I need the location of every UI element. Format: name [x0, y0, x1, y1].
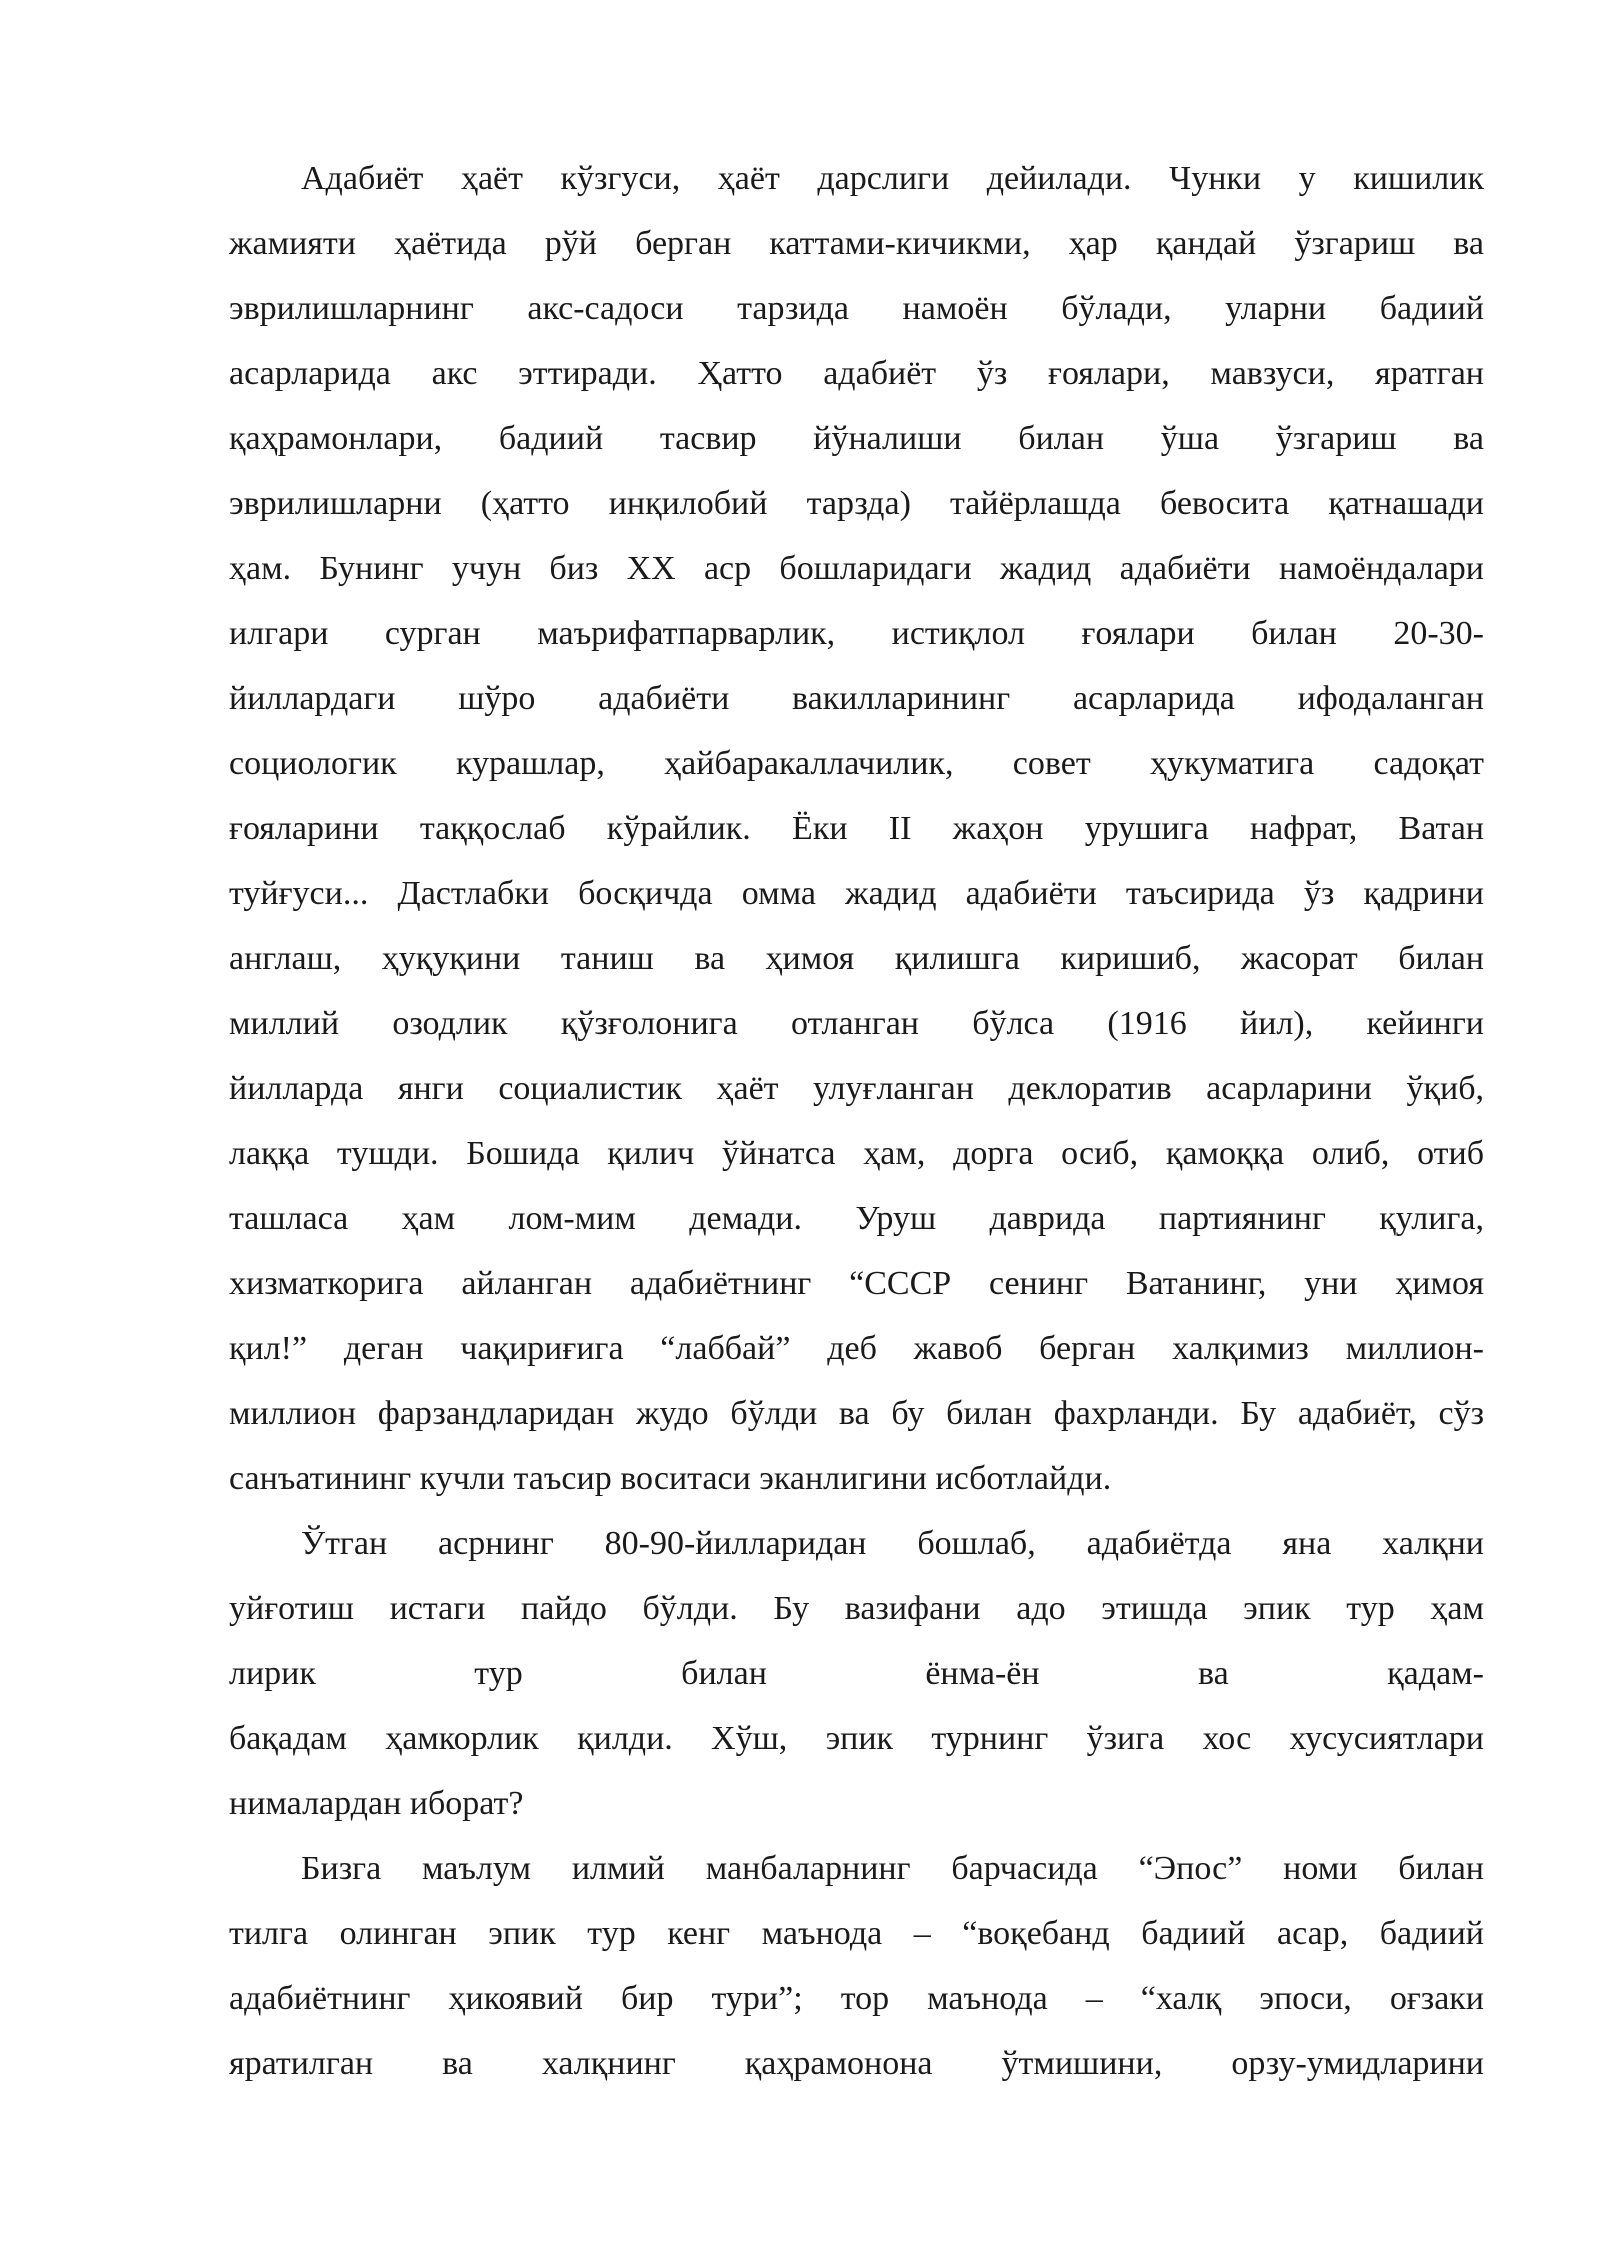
text-line: Адабиёт ҳаёт кўзгуси, ҳаёт дарслиги дейилади. Чунки у кишилик: [301, 160, 1484, 197]
text-line: бақадам ҳамкорлик қилди. Хўш, эпик турнинг ўзига хос хусусиятлари: [229, 1720, 1484, 1757]
text-line: йилларда янги социалистик ҳаёт улуғланган деклоратив асарларини ўқиб,: [229, 1070, 1484, 1107]
text-line: илгари сурган маърифатпарварлик, истиқлол ғоялари билан 20-30-: [229, 615, 1484, 652]
text-line: лаққа тушди. Бошида қилич ўйнатса ҳам, дорга осиб, қамоққа олиб, отиб: [229, 1135, 1484, 1172]
text-line: туйғуси... Дастлабки босқичда омма жадид адабиёти таъсирида ўз қадрини: [229, 875, 1484, 912]
text-line: Ўтган асрнинг 80-90-йилларидан бошлаб, адабиётда яна халқни: [301, 1525, 1484, 1562]
text-line: асарларида акс эттиради. Ҳатто адабиёт ўз ғоялари, мавзуси, яратган: [229, 355, 1484, 392]
text-line: хизматкорига айланган адабиётнинг “СССР сенинг Ватанинг, уни ҳимоя: [229, 1265, 1484, 1302]
text-line: санъатининг кучли таъсир воситаси эканлигини исботлайди.: [229, 1460, 1112, 1497]
text-line: ғояларини таққослаб кўрайлик. Ёки II жаҳон урушига нафрат, Ватан: [229, 810, 1484, 847]
text-line: Бизга маълум илмий манбаларнинг барчасида “Эпос” номи билан: [301, 1850, 1484, 1887]
text-line: ташласа ҳам лом-мим демади. Уруш даврида партиянинг қулига,: [229, 1200, 1484, 1237]
text-line: лирик тур билан ёнма-ён ва қадам-: [229, 1655, 1484, 1692]
text-line: нималардан иборат?: [229, 1785, 524, 1822]
text-line: қаҳрамонлари, бадиий тасвир йўналиши билан ўша ўзгариш ва: [229, 420, 1484, 457]
text-line: социологик курашлар, ҳайбаракаллачилик, совет ҳукуматига садоқат: [229, 745, 1484, 782]
text-line: эврилишларнинг акс-садоси тарзида намоён бўлади, уларни бадиий: [229, 290, 1484, 327]
text-line: уйғотиш истаги пайдо бўлди. Бу вазифани адо этишда эпик тур ҳам: [229, 1590, 1484, 1627]
text-line: тилга олинган эпик тур кенг маънода – “воқебанд бадиий асар, бадиий: [229, 1915, 1484, 1952]
text-line: миллион фарзандларидан жудо бўлди ва бу билан фахрланди. Бу адабиёт, сўз: [229, 1395, 1484, 1432]
text-line: қил!” деган чақириғига “лаббай” деб жавоб берган халқимиз миллион-: [229, 1330, 1484, 1367]
text-line: адабиётнинг ҳикоявий бир тури”; тор маънода – “халқ эпоси, оғзаки: [229, 1980, 1484, 2017]
text-line: жамияти ҳаётида рўй берган каттами-кичикми, ҳар қандай ўзгариш ва: [229, 225, 1484, 262]
text-line: миллий озодлик қўзғолонига отланган бўлса (1916 йил), кейинги: [229, 1005, 1484, 1042]
text-line: йиллардаги шўро адабиёти вакилларининг асарларида ифодаланган: [229, 680, 1484, 717]
text-line: эврилишларни (ҳатто инқилобий тарзда) тайёрлашда бевосита қатнашади: [229, 485, 1484, 522]
text-line: ҳам. Бунинг учун биз XX аср бошларидаги жадид адабиёти намоёндалари: [229, 550, 1484, 587]
text-line: яратилган ва халқнинг қаҳрамонона ўтмишини, орзу-умидларини: [229, 2045, 1484, 2082]
text-line: англаш, ҳуқуқини таниш ва ҳимоя қилишга киришиб, жасорат билан: [229, 940, 1484, 977]
